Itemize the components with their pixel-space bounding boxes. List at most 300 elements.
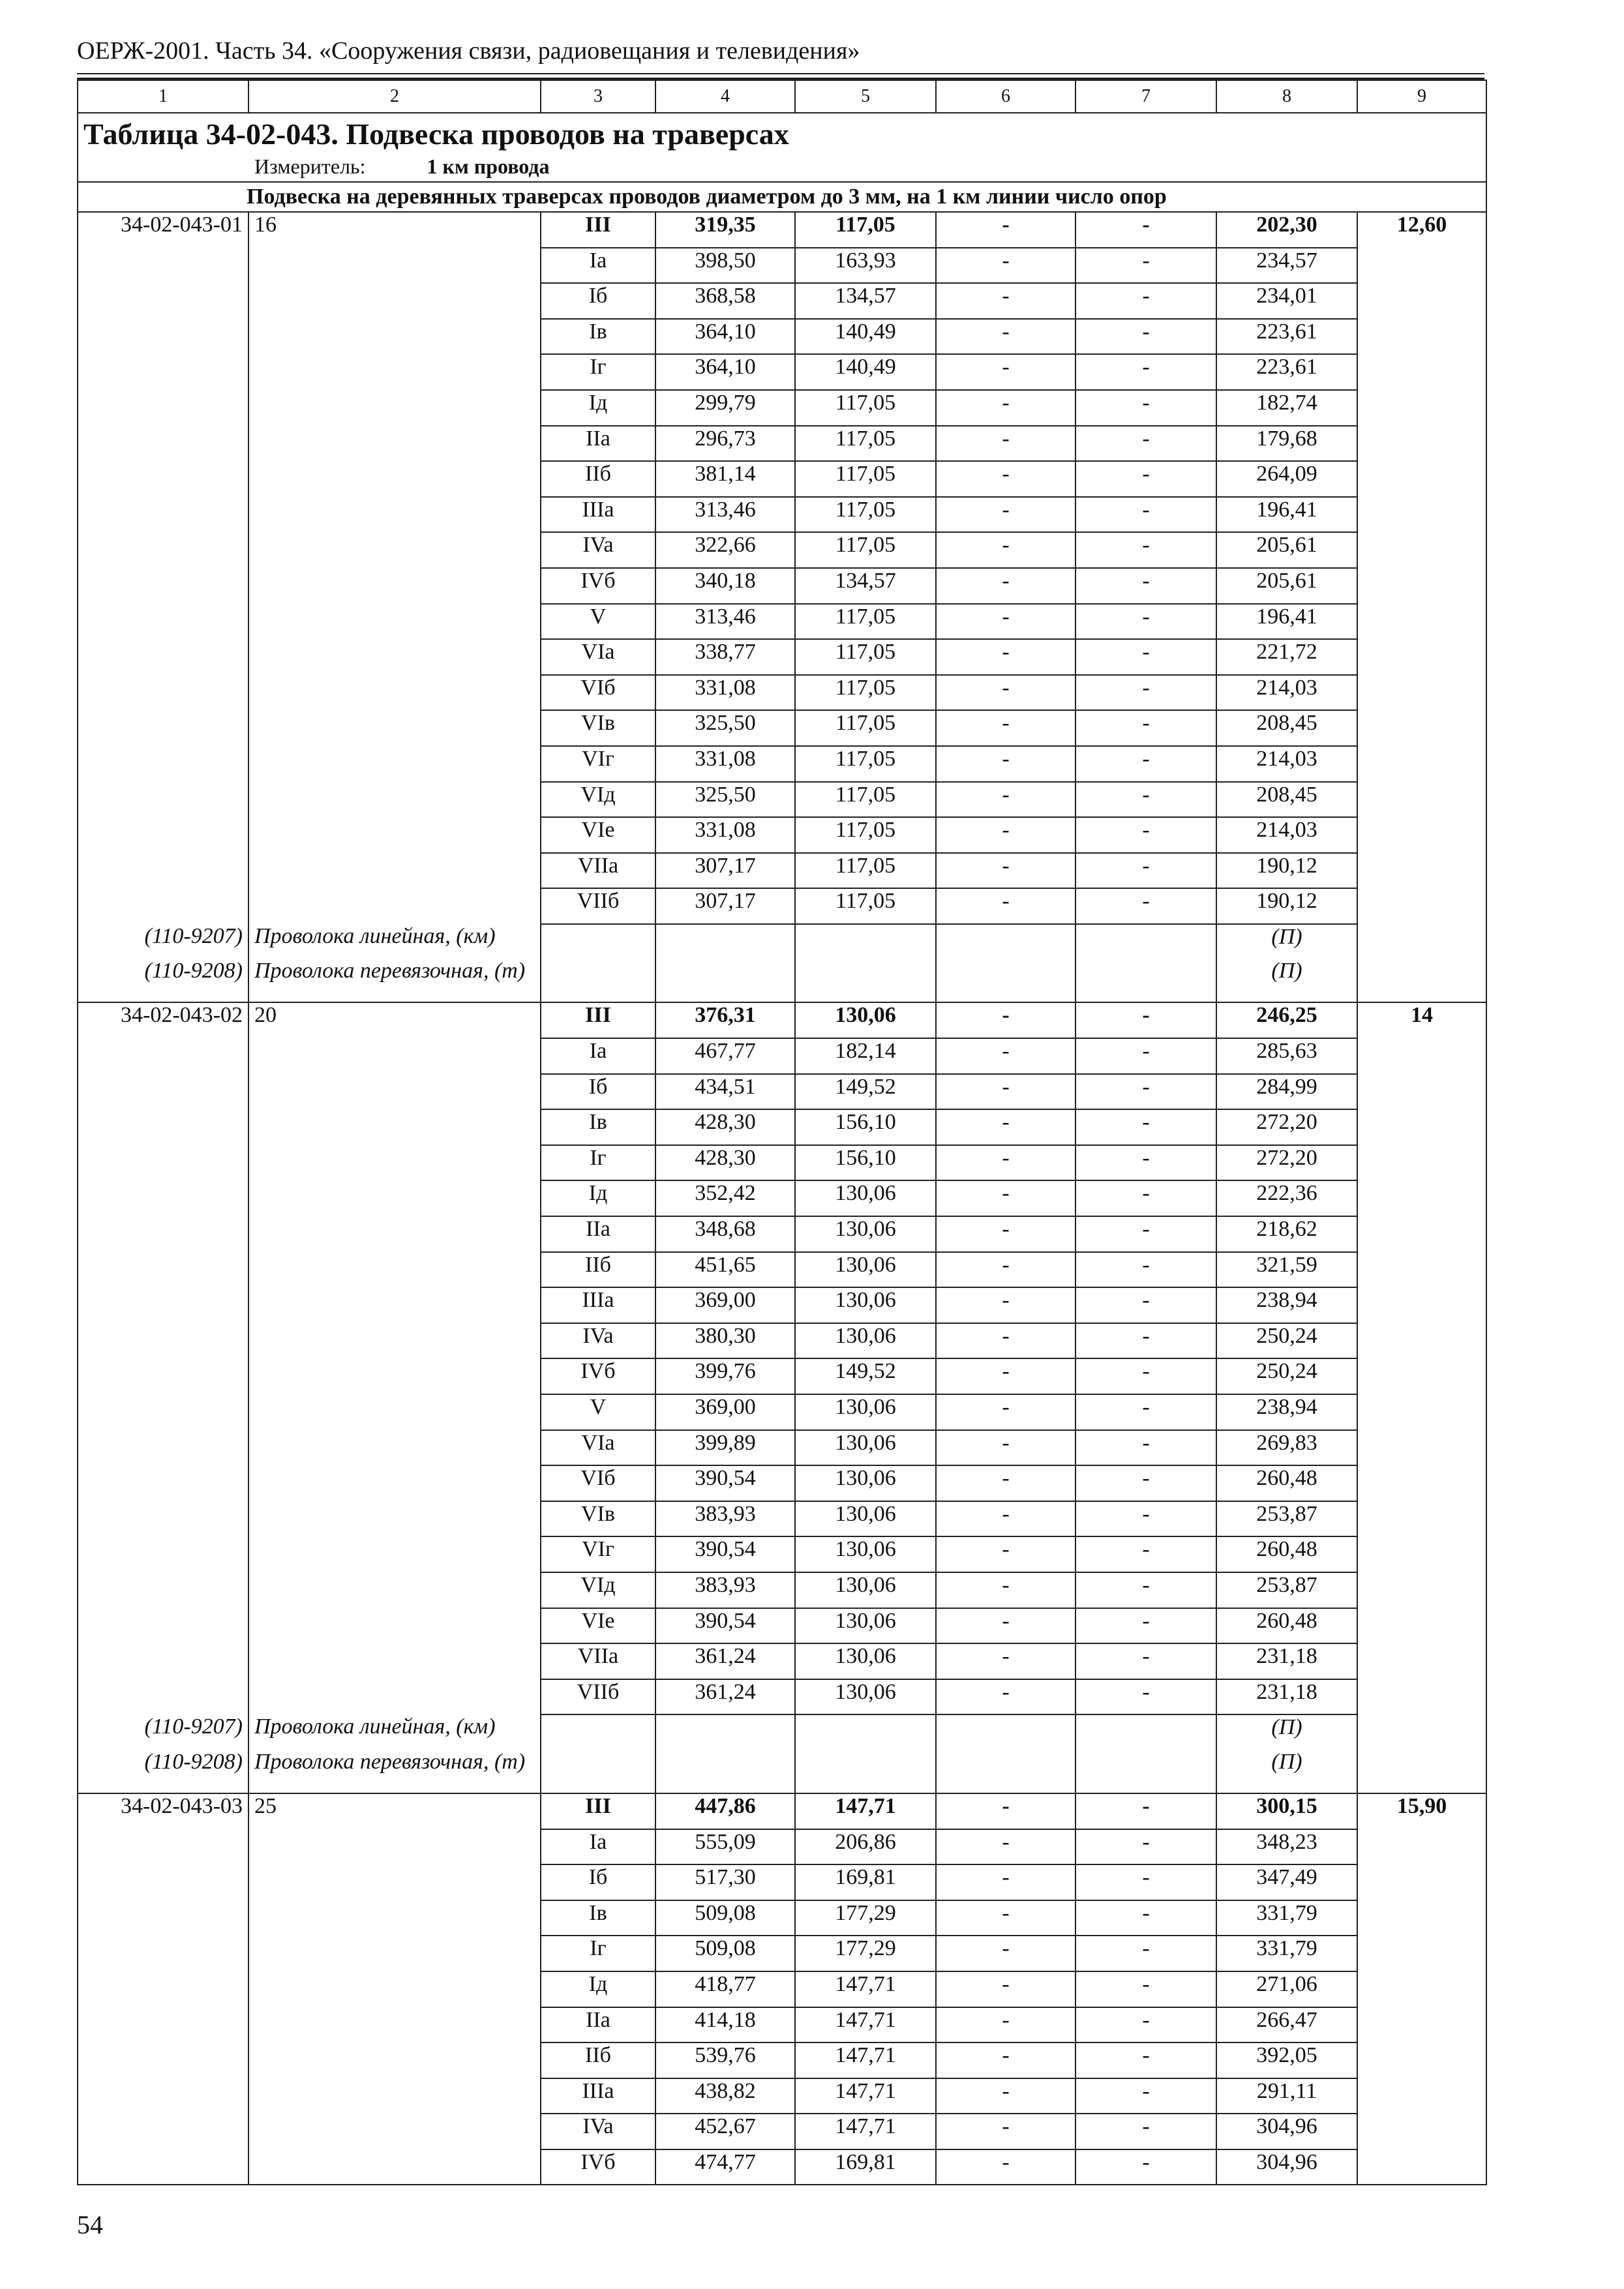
- value-cell: 285,63: [1216, 1038, 1357, 1074]
- empty-cell: [1357, 2149, 1486, 2185]
- empty-cell: [541, 924, 655, 959]
- zone-label: IVa: [541, 2114, 655, 2149]
- column-number: 3: [541, 80, 655, 113]
- empty-cell: [1357, 497, 1486, 533]
- empty-cell: [78, 390, 248, 426]
- empty-cell: [78, 1536, 248, 1572]
- empty-cell: [936, 1750, 1075, 1793]
- table-row: [78, 1216, 1486, 1252]
- table-row: [78, 1145, 1486, 1181]
- col9-value: 14: [1357, 1002, 1486, 1038]
- value-cell: -: [1075, 604, 1216, 640]
- material-row: [78, 1750, 1486, 1793]
- column-numbers-row: [78, 80, 1486, 113]
- value-cell: 182,74: [1216, 390, 1357, 426]
- value-cell: 253,87: [1216, 1501, 1357, 1537]
- empty-cell: [78, 2007, 248, 2043]
- measure-row: [78, 155, 1486, 182]
- empty-cell: [248, 354, 541, 390]
- zone-label: IVб: [541, 2149, 655, 2185]
- empty-cell: [78, 1358, 248, 1394]
- empty-cell: [248, 1145, 541, 1181]
- empty-cell: [1357, 1501, 1486, 1537]
- value-cell: 348,68: [655, 1216, 795, 1252]
- value-cell: 169,81: [795, 2149, 936, 2185]
- table-row: [78, 497, 1486, 533]
- zone-label: Iв: [541, 319, 655, 355]
- material-name: Проволока линейная, (км): [248, 924, 541, 959]
- value-cell: -: [936, 212, 1075, 248]
- value-cell: 253,87: [1216, 1572, 1357, 1608]
- empty-cell: [1357, 1216, 1486, 1252]
- value-cell: -: [936, 1572, 1075, 1608]
- value-cell: -: [1075, 853, 1216, 889]
- value-cell: 364,10: [655, 319, 795, 355]
- empty-cell: [78, 283, 248, 319]
- value-cell: 130,06: [795, 1430, 936, 1466]
- zone-label: V: [541, 604, 655, 640]
- value-cell: -: [1075, 1864, 1216, 1900]
- table-title-row: [78, 113, 1486, 155]
- empty-cell: [936, 924, 1075, 959]
- value-cell: 147,71: [795, 2114, 936, 2149]
- column-number: 6: [936, 80, 1075, 113]
- empty-cell: [78, 639, 248, 675]
- material-value: (П): [1216, 1714, 1357, 1750]
- column-number: 8: [1216, 80, 1357, 113]
- zone-label: III: [541, 1793, 655, 1829]
- empty-cell: [248, 1287, 541, 1323]
- empty-cell: [78, 853, 248, 889]
- empty-cell: [248, 1864, 541, 1900]
- empty-cell: [248, 1465, 541, 1501]
- value-cell: 130,06: [795, 1180, 936, 1216]
- value-cell: 392,05: [1216, 2042, 1357, 2078]
- empty-cell: [1357, 924, 1486, 959]
- table-row: [78, 1358, 1486, 1394]
- empty-cell: [78, 1287, 248, 1323]
- zone-label: Iд: [541, 1971, 655, 2007]
- column-number: 4: [655, 80, 795, 113]
- value-cell: 117,05: [795, 817, 936, 853]
- material-value: (П): [1216, 924, 1357, 959]
- empty-cell: [1357, 1971, 1486, 2007]
- value-cell: 434,51: [655, 1074, 795, 1110]
- table-row: [78, 1394, 1486, 1430]
- table-row: [78, 426, 1486, 462]
- table-body: [78, 80, 1486, 2185]
- value-cell: -: [1075, 1287, 1216, 1323]
- empty-cell: [248, 1323, 541, 1359]
- empty-cell: [1357, 1145, 1486, 1181]
- empty-cell: [1357, 1679, 1486, 1715]
- value-cell: -: [1075, 390, 1216, 426]
- value-cell: -: [936, 1074, 1075, 1110]
- value-cell: -: [1075, 1074, 1216, 1110]
- zone-label: IIIa: [541, 2078, 655, 2114]
- empty-cell: [1357, 1750, 1486, 1793]
- value-cell: -: [1075, 1430, 1216, 1466]
- table-row: [78, 1572, 1486, 1608]
- empty-cell: [1357, 283, 1486, 319]
- value-cell: -: [936, 817, 1075, 853]
- value-cell: 447,86: [655, 1793, 795, 1829]
- table-row: [78, 1002, 1486, 1038]
- value-cell: -: [936, 1323, 1075, 1359]
- param-value: 25: [248, 1793, 541, 1829]
- empty-cell: [78, 1643, 248, 1679]
- value-cell: 428,30: [655, 1145, 795, 1181]
- value-cell: 307,17: [655, 853, 795, 889]
- table-row: [78, 2042, 1486, 2078]
- table-row: [78, 604, 1486, 640]
- page-number: 54: [77, 2210, 103, 2239]
- value-cell: 264,09: [1216, 461, 1357, 497]
- value-cell: 156,10: [795, 1145, 936, 1181]
- table-row: [78, 1109, 1486, 1145]
- value-cell: 284,99: [1216, 1074, 1357, 1110]
- value-cell: 206,86: [795, 1829, 936, 1865]
- value-cell: -: [1075, 1358, 1216, 1394]
- value-cell: -: [1075, 888, 1216, 924]
- empty-cell: [78, 817, 248, 853]
- value-cell: -: [936, 1216, 1075, 1252]
- rate-code: 34-02-043-03: [78, 1793, 248, 1829]
- value-cell: 117,05: [795, 675, 936, 711]
- value-cell: 291,11: [1216, 2078, 1357, 2114]
- value-cell: 130,06: [795, 1643, 936, 1679]
- empty-cell: [1357, 319, 1486, 355]
- empty-cell: [541, 959, 655, 1002]
- empty-cell: [248, 2078, 541, 2114]
- empty-cell: [1357, 1358, 1486, 1394]
- value-cell: 117,05: [795, 604, 936, 640]
- value-cell: -: [1075, 1038, 1216, 1074]
- value-cell: -: [1075, 1323, 1216, 1359]
- empty-cell: [1357, 710, 1486, 746]
- value-cell: 147,71: [795, 1971, 936, 2007]
- table-row: [78, 1643, 1486, 1679]
- empty-cell: [248, 1608, 541, 1644]
- value-cell: 134,57: [795, 283, 936, 319]
- zone-label: Iд: [541, 390, 655, 426]
- value-cell: 117,05: [795, 461, 936, 497]
- empty-cell: [78, 2078, 248, 2114]
- empty-cell: [78, 888, 248, 924]
- value-cell: -: [936, 853, 1075, 889]
- empty-cell: [1357, 746, 1486, 782]
- empty-cell: [248, 568, 541, 604]
- empty-cell: [78, 782, 248, 818]
- value-cell: 134,57: [795, 568, 936, 604]
- value-cell: -: [1075, 1109, 1216, 1145]
- value-cell: -: [936, 1900, 1075, 1936]
- value-cell: -: [936, 888, 1075, 924]
- material-value: (П): [1216, 959, 1357, 1002]
- table-row: [78, 212, 1486, 248]
- value-cell: 369,00: [655, 1394, 795, 1430]
- zone-label: VIa: [541, 639, 655, 675]
- value-cell: 117,05: [795, 746, 936, 782]
- value-cell: 390,54: [655, 1536, 795, 1572]
- empty-cell: [1357, 1287, 1486, 1323]
- table-row: [78, 1180, 1486, 1216]
- empty-cell: [1357, 1180, 1486, 1216]
- material-name: Проволока линейная, (км): [248, 1714, 541, 1750]
- value-cell: -: [1075, 1536, 1216, 1572]
- empty-cell: [78, 1145, 248, 1181]
- zone-label: Iг: [541, 1936, 655, 1971]
- value-cell: -: [936, 354, 1075, 390]
- value-cell: 383,93: [655, 1572, 795, 1608]
- zone-label: VIe: [541, 817, 655, 853]
- value-cell: 300,15: [1216, 1793, 1357, 1829]
- value-cell: -: [936, 2149, 1075, 2185]
- value-cell: -: [936, 1430, 1075, 1466]
- empty-cell: [1357, 604, 1486, 640]
- zone-label: IIб: [541, 1252, 655, 1288]
- value-cell: -: [1075, 497, 1216, 533]
- zone-label: IIa: [541, 1216, 655, 1252]
- material-name: Проволока перевязочная, (т): [248, 1750, 541, 1793]
- empty-cell: [78, 1900, 248, 1936]
- zone-label: Iд: [541, 1180, 655, 1216]
- value-cell: -: [936, 1643, 1075, 1679]
- material-name: Проволока перевязочная, (т): [248, 959, 541, 1002]
- value-cell: 509,08: [655, 1936, 795, 1971]
- value-cell: 452,67: [655, 2114, 795, 2149]
- empty-cell: [1075, 1750, 1216, 1793]
- value-cell: -: [1075, 1829, 1216, 1865]
- empty-cell: [936, 1714, 1075, 1750]
- table-row: [78, 1252, 1486, 1288]
- value-cell: -: [936, 2042, 1075, 2078]
- empty-cell: [78, 532, 248, 568]
- empty-cell: [1357, 1465, 1486, 1501]
- value-cell: 147,71: [795, 2042, 936, 2078]
- empty-cell: [1357, 1394, 1486, 1430]
- empty-cell: [248, 1936, 541, 1971]
- empty-cell: [248, 710, 541, 746]
- zone-label: Iб: [541, 283, 655, 319]
- param-value: 20: [248, 1002, 541, 1038]
- column-number: 2: [248, 80, 541, 113]
- value-cell: 272,20: [1216, 1145, 1357, 1181]
- empty-cell: [248, 1430, 541, 1466]
- value-cell: 398,50: [655, 248, 795, 284]
- zone-label: Ia: [541, 248, 655, 284]
- value-cell: -: [1075, 782, 1216, 818]
- value-cell: -: [936, 1287, 1075, 1323]
- value-cell: 130,06: [795, 1679, 936, 1715]
- value-cell: 269,83: [1216, 1430, 1357, 1466]
- table-row: [78, 1465, 1486, 1501]
- value-cell: 202,30: [1216, 212, 1357, 248]
- table-row: [78, 1936, 1486, 1971]
- value-cell: -: [936, 1864, 1075, 1900]
- zone-label: IIIa: [541, 497, 655, 533]
- empty-cell: [1357, 1536, 1486, 1572]
- empty-cell: [248, 782, 541, 818]
- empty-cell: [78, 710, 248, 746]
- value-cell: 117,05: [795, 426, 936, 462]
- value-cell: 325,50: [655, 710, 795, 746]
- value-cell: 196,41: [1216, 497, 1357, 533]
- param-value: 16: [248, 212, 541, 248]
- value-cell: -: [936, 1829, 1075, 1865]
- empty-cell: [248, 1038, 541, 1074]
- material-row: [78, 1714, 1486, 1750]
- value-cell: -: [936, 2114, 1075, 2149]
- value-cell: 117,05: [795, 710, 936, 746]
- zone-label: Iг: [541, 354, 655, 390]
- value-cell: -: [1075, 319, 1216, 355]
- empty-cell: [248, 2114, 541, 2149]
- empty-cell: [1357, 817, 1486, 853]
- empty-cell: [1357, 354, 1486, 390]
- zone-label: IVa: [541, 532, 655, 568]
- empty-cell: [78, 1572, 248, 1608]
- zone-label: IIa: [541, 2007, 655, 2043]
- empty-cell: [1357, 248, 1486, 284]
- empty-cell: [248, 1536, 541, 1572]
- rate-code: 34-02-043-01: [78, 212, 248, 248]
- table-row: [78, 1323, 1486, 1359]
- value-cell: 117,05: [795, 782, 936, 818]
- empty-cell: [1357, 888, 1486, 924]
- empty-cell: [78, 1430, 248, 1466]
- value-cell: 331,08: [655, 746, 795, 782]
- zone-label: IIб: [541, 2042, 655, 2078]
- empty-cell: [1357, 2114, 1486, 2149]
- value-cell: -: [936, 1180, 1075, 1216]
- value-cell: 231,18: [1216, 1679, 1357, 1715]
- value-cell: -: [936, 426, 1075, 462]
- table-row: [78, 1074, 1486, 1110]
- value-cell: -: [1075, 1572, 1216, 1608]
- empty-cell: [78, 604, 248, 640]
- value-cell: 361,24: [655, 1679, 795, 1715]
- zone-label: VIa: [541, 1430, 655, 1466]
- value-cell: 222,36: [1216, 1180, 1357, 1216]
- table-row: [78, 639, 1486, 675]
- empty-cell: [78, 1074, 248, 1110]
- empty-cell: [248, 1394, 541, 1430]
- value-cell: 340,18: [655, 568, 795, 604]
- value-cell: -: [1075, 354, 1216, 390]
- empty-cell: [248, 2149, 541, 2185]
- material-code: (110-9207): [78, 924, 248, 959]
- value-cell: 313,46: [655, 497, 795, 533]
- table-row: [78, 1287, 1486, 1323]
- empty-cell: [78, 1501, 248, 1537]
- value-cell: -: [1075, 1900, 1216, 1936]
- empty-cell: [78, 1829, 248, 1865]
- empty-cell: [78, 1608, 248, 1644]
- empty-cell: [1357, 390, 1486, 426]
- value-cell: 331,08: [655, 817, 795, 853]
- value-cell: 271,06: [1216, 1971, 1357, 2007]
- empty-cell: [78, 675, 248, 711]
- zone-label: Iб: [541, 1864, 655, 1900]
- empty-cell: [248, 461, 541, 497]
- value-cell: -: [1075, 1180, 1216, 1216]
- table-row: [78, 1864, 1486, 1900]
- empty-cell: [1357, 1038, 1486, 1074]
- value-cell: -: [1075, 426, 1216, 462]
- value-cell: 208,45: [1216, 710, 1357, 746]
- zone-label: IVa: [541, 1323, 655, 1359]
- value-cell: 130,06: [795, 1323, 936, 1359]
- value-cell: 321,59: [1216, 1252, 1357, 1288]
- value-cell: 347,49: [1216, 1864, 1357, 1900]
- zone-label: VIд: [541, 782, 655, 818]
- value-cell: 381,14: [655, 461, 795, 497]
- empty-cell: [1357, 1829, 1486, 1865]
- zone-label: VIIa: [541, 853, 655, 889]
- empty-cell: [78, 1252, 248, 1288]
- value-cell: 383,93: [655, 1501, 795, 1537]
- value-cell: -: [936, 1536, 1075, 1572]
- empty-cell: [541, 1714, 655, 1750]
- value-cell: 214,03: [1216, 817, 1357, 853]
- empty-cell: [248, 746, 541, 782]
- empty-cell: [78, 1936, 248, 1971]
- value-cell: -: [936, 675, 1075, 711]
- value-cell: -: [936, 390, 1075, 426]
- value-cell: 223,61: [1216, 354, 1357, 390]
- value-cell: 319,35: [655, 212, 795, 248]
- value-cell: -: [1075, 283, 1216, 319]
- value-cell: -: [936, 2078, 1075, 2114]
- value-cell: 438,82: [655, 2078, 795, 2114]
- value-cell: 147,71: [795, 2007, 936, 2043]
- zone-label: Ia: [541, 1038, 655, 1074]
- empty-cell: [78, 1971, 248, 2007]
- value-cell: -: [936, 319, 1075, 355]
- table-row: [78, 1900, 1486, 1936]
- empty-cell: [78, 746, 248, 782]
- value-cell: 221,72: [1216, 639, 1357, 675]
- empty-cell: [1357, 1900, 1486, 1936]
- zone-label: Iв: [541, 1900, 655, 1936]
- empty-cell: [248, 1679, 541, 1715]
- column-number: 9: [1357, 80, 1486, 113]
- table-row: [78, 1679, 1486, 1715]
- table-row: [78, 248, 1486, 284]
- value-cell: 380,30: [655, 1323, 795, 1359]
- empty-cell: [1357, 1643, 1486, 1679]
- empty-cell: [248, 1252, 541, 1288]
- table-row: [78, 354, 1486, 390]
- value-cell: -: [936, 248, 1075, 284]
- value-cell: 313,46: [655, 604, 795, 640]
- value-cell: -: [1075, 2078, 1216, 2114]
- value-cell: -: [936, 1109, 1075, 1145]
- table-row: [78, 1038, 1486, 1074]
- empty-cell: [795, 1714, 936, 1750]
- empty-cell: [795, 1750, 936, 1793]
- empty-cell: [248, 1109, 541, 1145]
- empty-cell: [1357, 1252, 1486, 1288]
- zone-label: VIг: [541, 1536, 655, 1572]
- empty-cell: [78, 1864, 248, 1900]
- empty-cell: [1357, 1109, 1486, 1145]
- zone-label: VIг: [541, 746, 655, 782]
- value-cell: -: [936, 710, 1075, 746]
- value-cell: -: [1075, 2114, 1216, 2149]
- value-cell: 234,57: [1216, 248, 1357, 284]
